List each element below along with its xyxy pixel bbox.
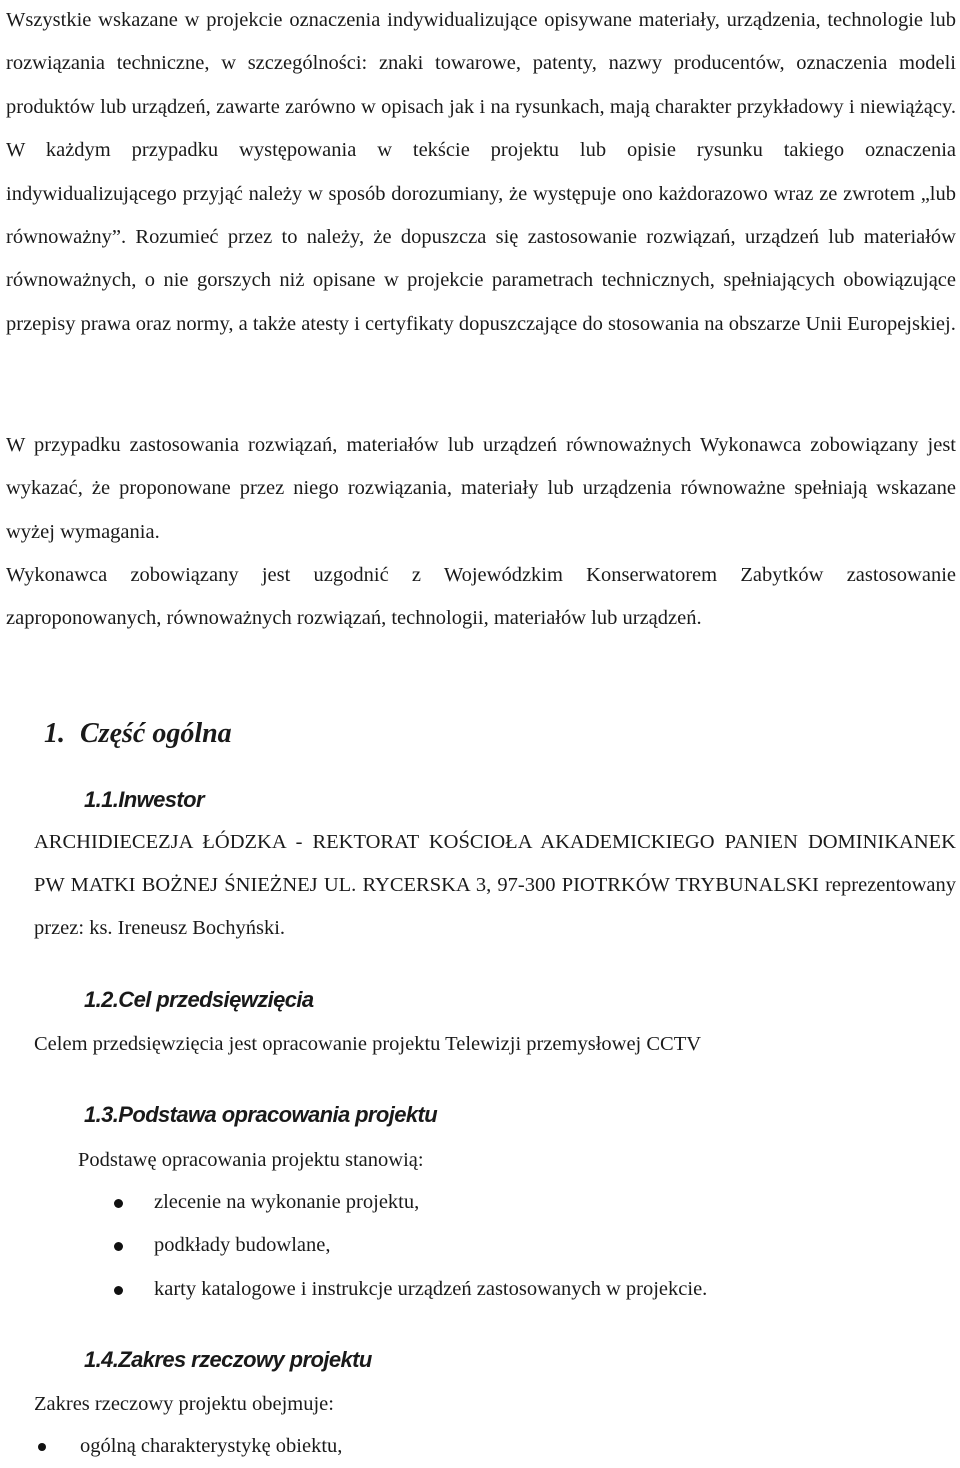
basis-intro: Podstawę opracowania projektu stanowią:: [78, 1149, 424, 1171]
bullet-icon: [114, 1286, 123, 1295]
subsection-1-2-heading: [84, 986, 314, 1014]
bullet-icon: [114, 1199, 123, 1208]
subsection-title: Zakres rzeczowy projektu: [118, 1347, 372, 1372]
section-1-heading: [44, 716, 232, 752]
scope-list: [80, 1425, 342, 1468]
section-title: Część ogólna: [80, 718, 232, 749]
goal-text: Celem przedsięwzięcia jest opracowanie projektu Telewizji przemysłowej CCTV: [34, 1033, 702, 1055]
section-number: 1.: [44, 718, 65, 749]
subsection-1-1-heading: [84, 786, 204, 814]
basis-list: [154, 1181, 707, 1311]
subsection-title: Inwestor: [118, 787, 204, 812]
scope-intro: Zakres rzeczowy projektu obejmuje:: [34, 1393, 334, 1415]
paragraph-equivalence-clause: Wszystkie wskazane w projekcie oznaczenia indywidualizujące opisywane materiały, urządzenia, technologie lub rozwiązania techniczne, w szczególności: znaki towarowe, patenty, nazwy producentów, oznaczenia modeli produktów lub urządzeń, zawarte zarówno w opisach jak i na rysunkach, mają charakter przykładowy i niewiążący. W każdym przypadku występowania w tekście projektu lub opisie rysunku takiego oznaczenia indywidualizującego przyjąć należy w sposób dorozumiany, że występuje ono każdorazowo wraz ze zwrotem „lub równoważny”. Rozumieć przez to należy, że dopuszcza się zastosowanie rozwiązań, urządzeń lub materiałów równoważnych, o nie gorszych niż opisane w projekcie parametrach technicznych, spełniających obowiązujące przepisy prawa oraz normy, a także atesty i certyfikaty dopuszczające do stosowania na obszarze Unii Europejskiej.: [6, 9, 956, 335]
paragraph-equivalent-proof: W przypadku zastosowania rozwiązań, materiałów lub urządzeń równoważnych Wykonawca zobowiązany jest wykazać, że proponowane przez niego rozwiązania, materiały lub urządzenia równoważne spełniają wskazane wyżej wymagania.: [6, 434, 956, 543]
list-item: karty katalogowe i instrukcje urządzeń zastosowanych w projekcie.: [154, 1268, 707, 1311]
subsection-number: 1.3.: [84, 1102, 119, 1127]
subsection-number: 1.4.: [84, 1347, 119, 1372]
bullet-icon: [114, 1242, 123, 1251]
investor-text: ARCHIDIECEZJA ŁÓDZKA - REKTORAT KOŚCIOŁA AKADEMICKIEGO PANIEN DOMINIKANEK PW MATKI BOŻNEJ ŚNIEŻNEJ UL. RYCERSKA 3, 97-300 PIOTRKÓW TRYBUNALSKI reprezentowany przez: ks. Ireneusz Bochyński.: [34, 831, 956, 939]
list-item: ogólną charakterystykę obiektu,: [80, 1425, 342, 1468]
list-item: zlecenie na wykonanie projektu,: [154, 1181, 707, 1224]
subsection-1-4-heading: [84, 1346, 372, 1374]
subsection-1-3-heading: [84, 1101, 437, 1129]
subsection-title: Podstawa opracowania projektu: [118, 1102, 438, 1127]
paragraph-conservator-approval: Wykonawca zobowiązany jest uzgodnić z Wojewódzkim Konserwatorem Zabytków zastosowanie zaproponowanych, równoważnych rozwiązań, technologii, materiałów lub urządzeń.: [6, 564, 956, 630]
subsection-title: Cel przedsięwzięcia: [118, 987, 314, 1012]
subsection-number: 1.1.: [84, 787, 119, 812]
list-item: podkłady budowlane,: [154, 1224, 707, 1267]
subsection-number: 1.2.: [84, 987, 119, 1012]
bullet-icon: [38, 1443, 46, 1451]
